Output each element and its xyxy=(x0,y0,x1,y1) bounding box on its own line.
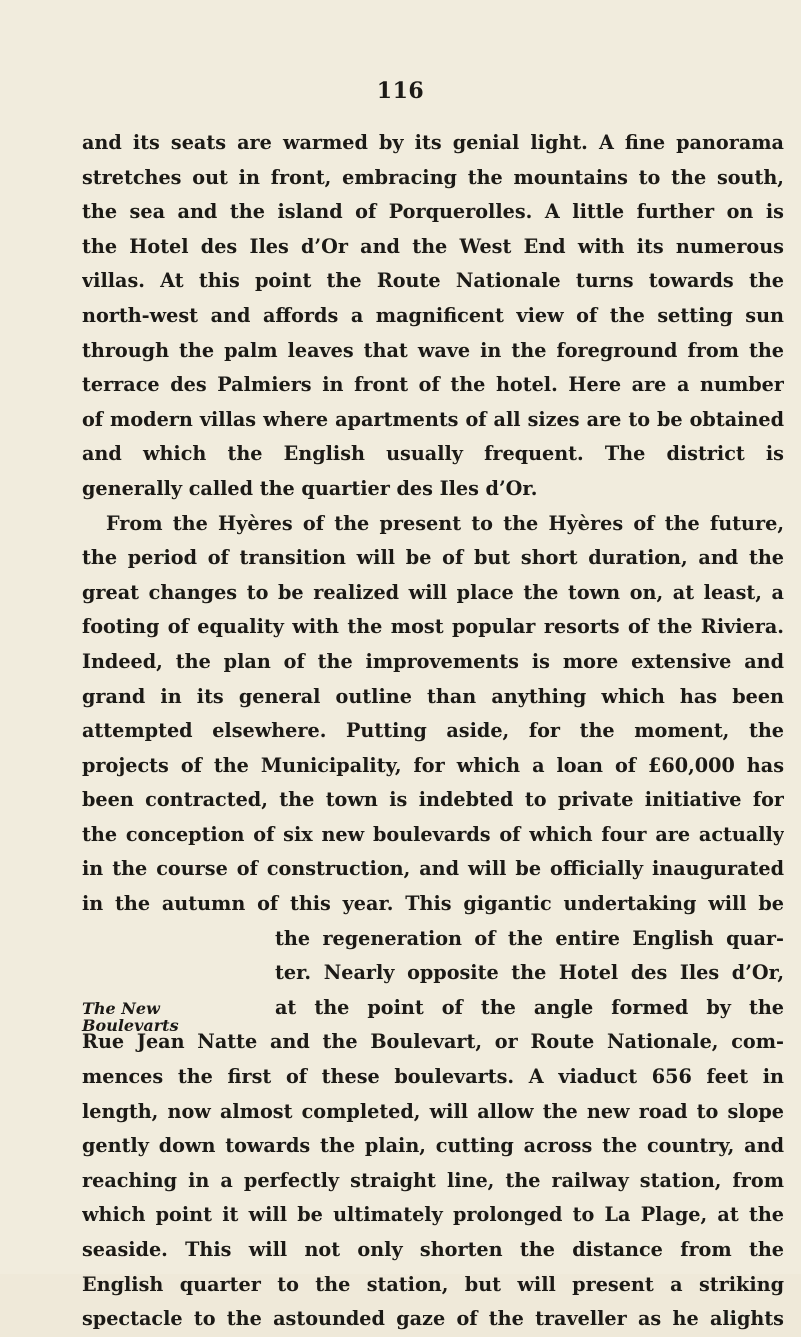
text-line: in the course of construction, and will be officially inaugurated xyxy=(82,857,784,881)
text-line: at the point of the angle formed by the xyxy=(275,995,784,1019)
text-line: of modern villas where apartments of all sizes are to be obtained xyxy=(82,407,784,431)
text-line: projects of the Municipality, for which a loan of £60,000 has xyxy=(82,753,784,777)
text-line: and its seats are warmed by its genial light. A fine panorama xyxy=(82,131,784,154)
text-line: great changes to be realized will place the town on, at least, a xyxy=(82,580,784,604)
text-line: the period of transition will be of but short duration, and the xyxy=(82,546,784,570)
text-line: stretches out in front, embracing the mountains to the south, xyxy=(82,165,784,189)
body-text xyxy=(82,126,784,1337)
text-line: seaside. This will not only shorten the distance from the xyxy=(82,1238,784,1261)
text-line: ter. Nearly opposite the Hotel des Iles d’Or, xyxy=(275,961,784,985)
text-line: grand in its general outline than anything which has been xyxy=(82,684,784,708)
text-line: Rue Jean Natte and the Boulevart, or Route Nationale, com- xyxy=(82,1030,784,1054)
text-line: which point it will be ultimately prolonged to La Plage, at the xyxy=(82,1203,784,1227)
text-line: through the palm leaves that wave in the foreground from the xyxy=(82,338,784,362)
text-line: north-west and affords a magnificent view of the setting sun xyxy=(82,303,784,327)
text-line: footing of equality with the most popular resorts of the Riviera. xyxy=(82,615,784,639)
page-number: 116 xyxy=(376,78,425,104)
text-line: From the Hyères of the present to the Hyères of the future, xyxy=(106,511,784,535)
text-line: in the autumn of this year. This gigantic undertaking will be xyxy=(82,892,784,916)
margin-note-line: The New xyxy=(82,999,160,1018)
text-line: the regeneration of the entire English quar- xyxy=(275,926,784,950)
text-line: the Hotel des Iles d’Or and the West End with its numerous xyxy=(82,234,784,258)
text-line: length, now almost completed, will allow the new road to slope xyxy=(82,1099,784,1123)
text-line: Indeed, the plan of the improvements is more extensive and xyxy=(82,649,784,673)
text-line: the sea and the island of Porquerolles. A little further on is xyxy=(82,200,784,224)
text-line: reaching in a perfectly straight line, the railway station, from xyxy=(82,1168,784,1192)
text-line: gently down towards the plain, cutting across the country, and xyxy=(82,1134,784,1158)
text-line: been contracted, the town is indebted to private initiative for xyxy=(82,788,784,812)
text-line: and which the English usually frequent. The district is xyxy=(82,442,784,466)
text-line: attempted elsewhere. Putting aside, for the moment, the xyxy=(82,719,784,743)
text-line: mences the first of these boulevarts. A viaduct 656 feet in xyxy=(82,1065,784,1089)
text-line: English quarter to the station, but will present a striking xyxy=(82,1272,784,1296)
margin-note xyxy=(82,1000,194,1034)
text-line: the conception of six new boulevards of which four are actually xyxy=(82,822,784,846)
text-line: villas. At this point the Route Nationale turns towards the xyxy=(82,269,784,293)
text-line: spectacle to the astounded gaze of the traveller as he alights xyxy=(82,1307,784,1331)
text-line: terrace des Palmiers in front of the hotel. Here are a number xyxy=(82,373,784,397)
text-line: generally called the quartier des Iles d’Or. xyxy=(82,476,538,500)
margin-note-line: Boulevarts xyxy=(82,1016,179,1035)
